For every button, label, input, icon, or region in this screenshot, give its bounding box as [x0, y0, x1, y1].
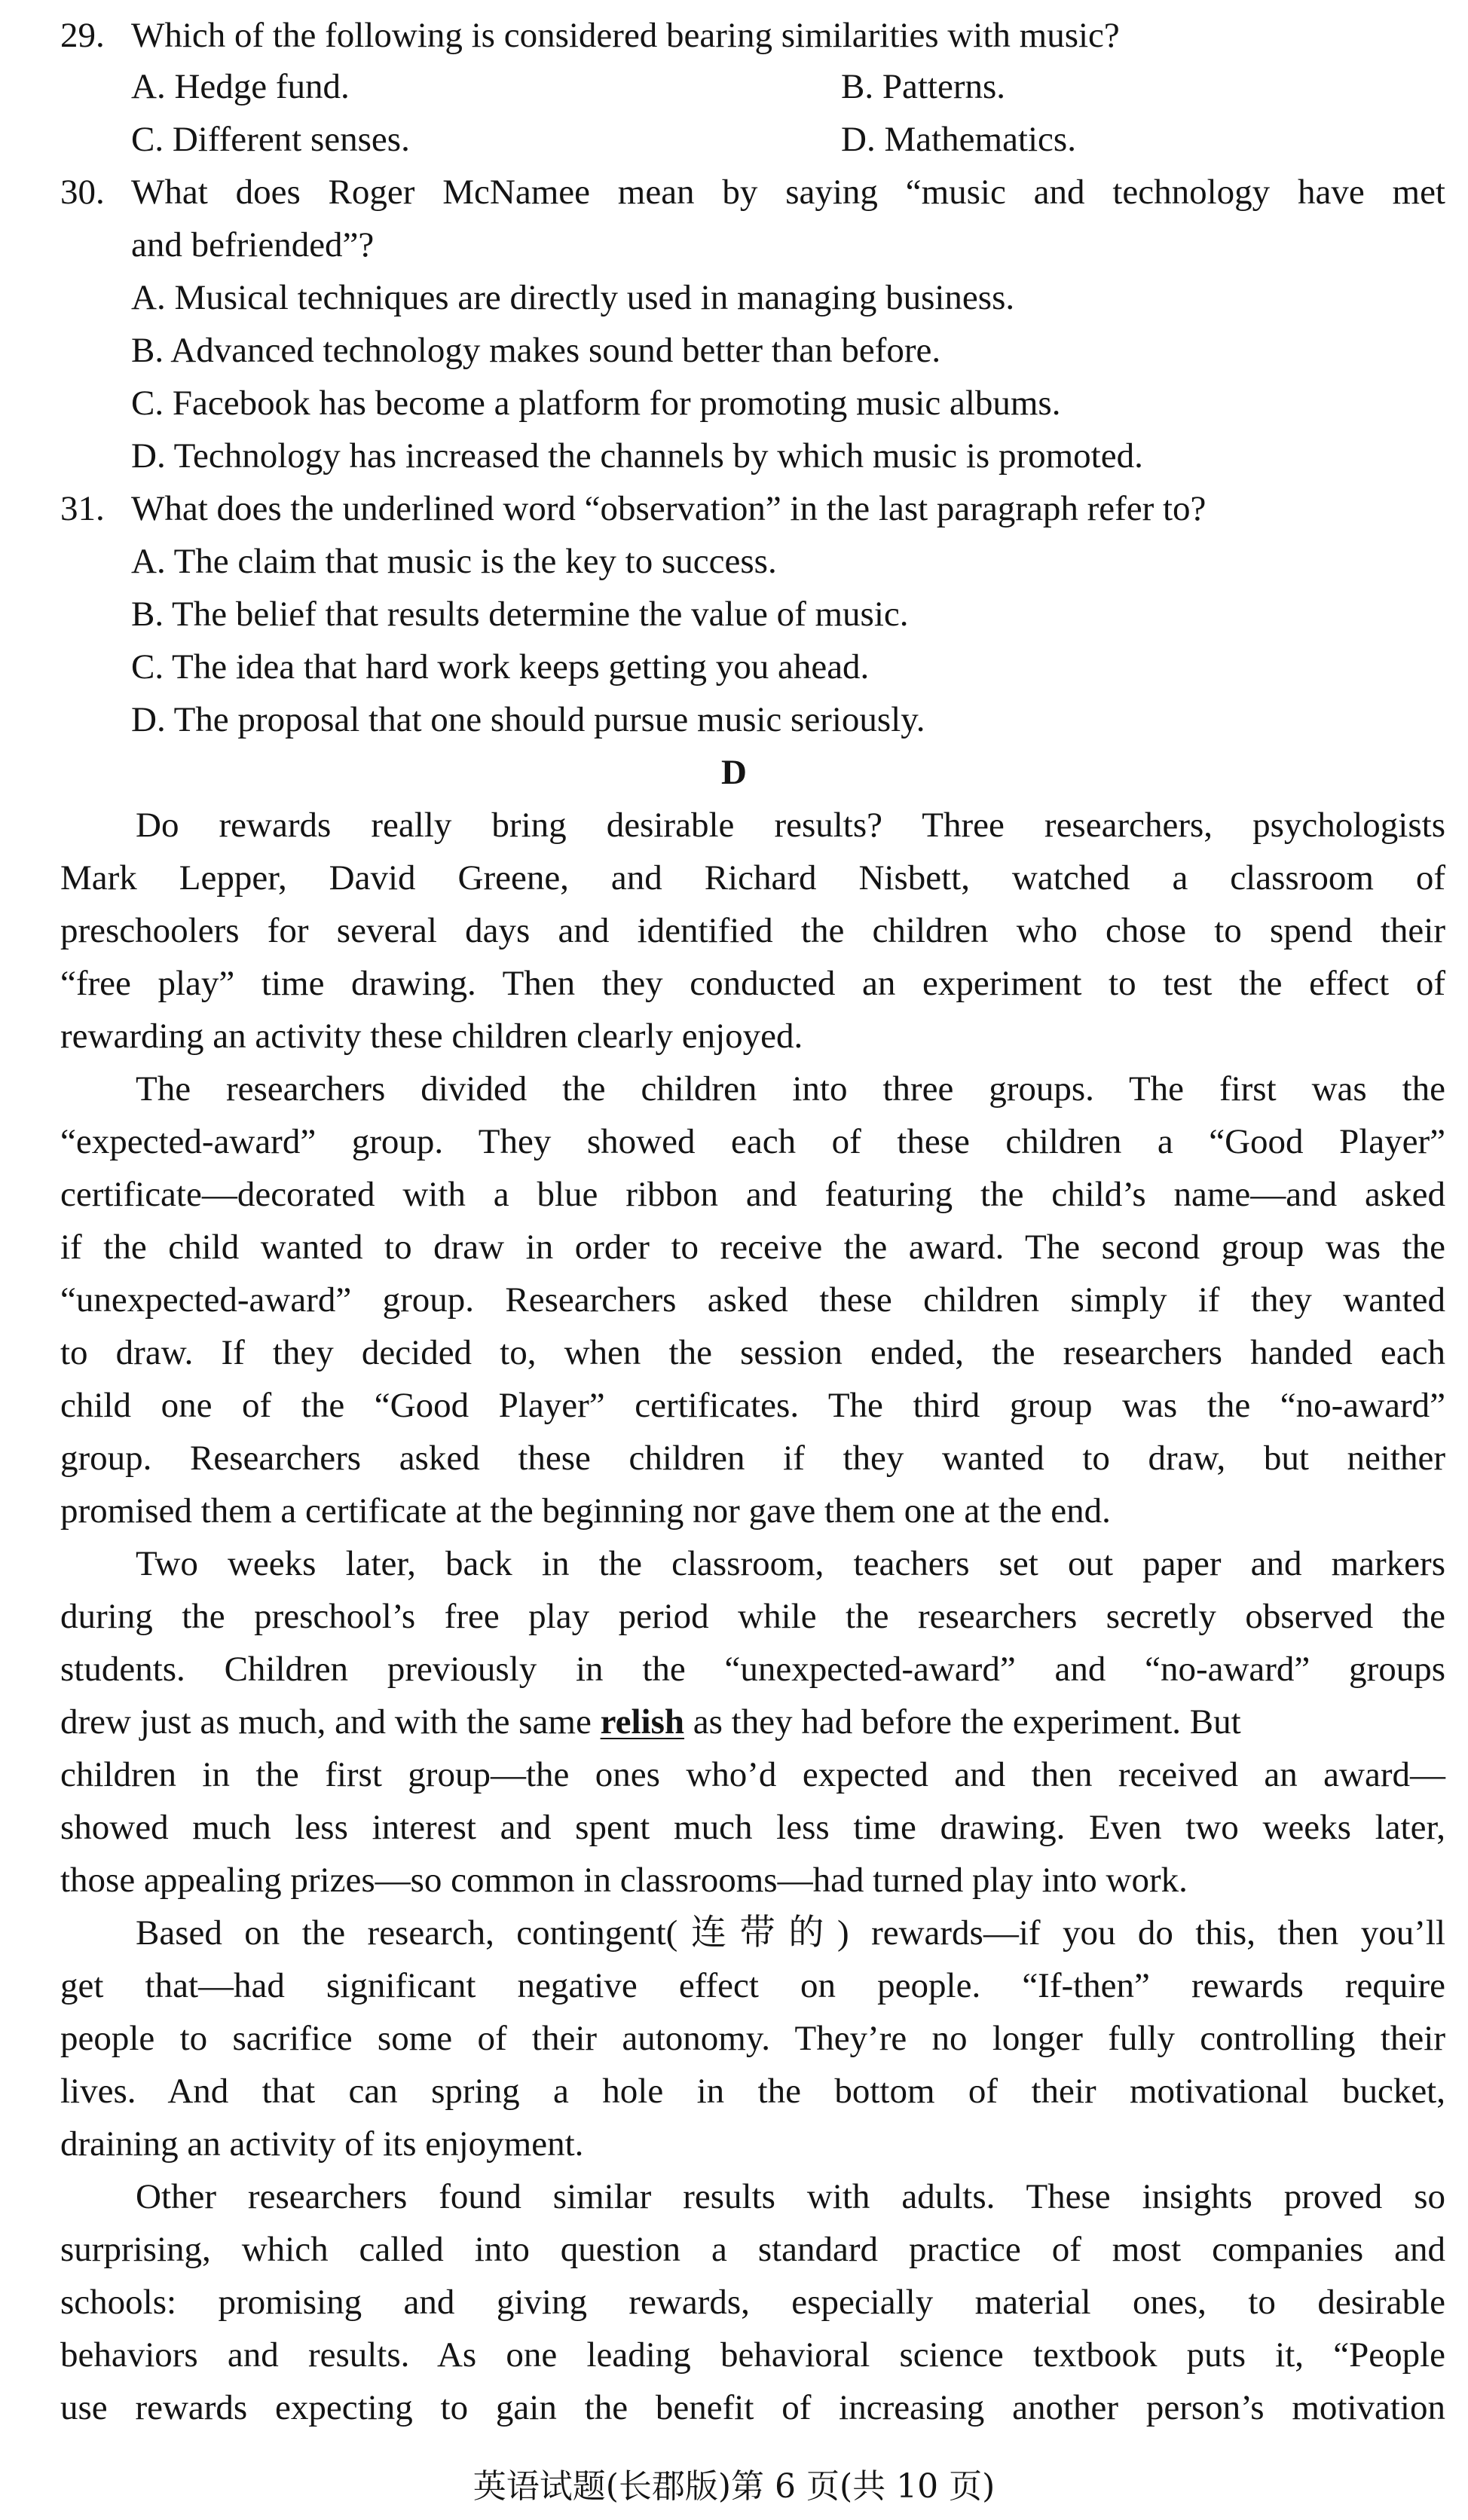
passage-line: preschoolers for several days and identified the children who chose to spend their: [60, 911, 1445, 950]
option-a: A. The claim that music is the key to success.: [131, 542, 777, 581]
question-30: [60, 166, 1445, 219]
passage-line: lives. And that can spring a hole in the bottom of their motivational bucket,: [60, 2072, 1445, 2111]
passage-line: “expected-award” group. They showed each of these children a “Good Player”: [60, 1122, 1445, 1161]
passage-line: Two weeks later, back in the classroom, teachers set out paper and markers: [136, 1544, 1445, 1583]
passage-line: promised them a certificate at the beginning nor gave them one at the end.: [60, 1491, 1111, 1531]
passage-line: “unexpected-award” group. Researchers asked these children simply if they wanted: [60, 1280, 1445, 1320]
passage-line: group. Researchers asked these children if they wanted to draw, but neither: [60, 1439, 1445, 1478]
option-b: B. The belief that results determine the value of music.: [131, 595, 909, 634]
option-a: A. Musical techniques are directly used in managing business.: [131, 278, 1015, 317]
option-c: C. Different senses.: [131, 120, 410, 159]
passage-line: get that—had significant negative effect on people. “If-then” rewards require: [60, 1966, 1445, 2005]
option-b: B. Advanced technology makes sound better than before.: [131, 331, 941, 370]
passage-line: behaviors and results. As one leading behavioral science textbook puts it, “People: [60, 2335, 1445, 2375]
passage-line: during the preschool’s free play period while the researchers secretly observed the: [60, 1597, 1445, 1636]
passage-line: children in the first group—the ones who’d expected and then received an award—: [60, 1755, 1445, 1794]
passage-line: “free play” time drawing. Then they conducted an experiment to test the effect of: [60, 964, 1445, 1003]
passage-line: Other researchers found similar results with adults. These insights proved so: [136, 2177, 1445, 2216]
option-d: D. Mathematics.: [841, 120, 1076, 159]
passage-line: schools: promising and giving rewards, especially material ones, to desirable: [60, 2283, 1445, 2322]
question-number: 31.: [60, 489, 105, 528]
question-number: 30.: [60, 173, 105, 212]
question-stem: Which of the following is considered bearing similarities with music?: [131, 16, 1120, 55]
passage-line: Based on the research, contingent(连带的) rewards—if you do this, then you’ll: [136, 1913, 1445, 1953]
question-stem-continued: and befriended”?: [131, 225, 375, 265]
question-stem: What does Roger McNamee mean by saying “music and technology have met: [131, 173, 1445, 212]
question-31: [60, 482, 1445, 535]
question-29: [60, 9, 1445, 62]
page-footer: 英语试题(长郡版)第 6 页(共 10 页): [473, 2467, 995, 2506]
option-d: D. Technology has increased the channels by which music is promoted.: [131, 436, 1143, 476]
passage-line: if the child wanted to draw in order to receive the award. The second group was the: [60, 1228, 1445, 1267]
passage-line: certificate—decorated with a blue ribbon and featuring the child’s name—and asked: [60, 1175, 1445, 1214]
question-stem: What does the underlined word “observation” in the last paragraph refer to?: [131, 489, 1207, 528]
option-c: C. The idea that hard work keeps getting you ahead.: [131, 647, 870, 687]
option-a: A. Hedge fund.: [131, 67, 350, 106]
passage-line: rewarding an activity these children clearly enjoyed.: [60, 1017, 803, 1056]
option-b: B. Patterns.: [841, 67, 1006, 106]
section-heading: D: [721, 753, 747, 792]
option-d: D. The proposal that one should pursue music seriously.: [131, 700, 925, 739]
passage-line: use rewards expecting to gain the benefit of increasing another person’s motivation: [60, 2388, 1445, 2427]
line-text: drew just as much, and with the same: [60, 1702, 601, 1742]
passage-line: people to sacrifice some of their autonomy. They’re no longer fully controlling their: [60, 2019, 1445, 2058]
passage-line: The researchers divided the children into three groups. The first was the: [136, 1069, 1445, 1109]
option-c: C. Facebook has become a platform for promoting music albums.: [131, 384, 1061, 423]
question-number: 29.: [60, 16, 105, 55]
passage-line: draining an activity of its enjoyment.: [60, 2124, 584, 2164]
underlined-word-relish: relish: [600, 1702, 685, 1742]
line-text: as they had before the experiment. But: [684, 1702, 1241, 1742]
passage-line: child one of the “Good Player” certificates. The third group was the “no-award”: [60, 1386, 1445, 1425]
passage-line: Mark Lepper, David Greene, and Richard Nisbett, watched a classroom of: [60, 858, 1445, 898]
passage-line: students. Children previously in the “unexpected-award” and “no-award” groups: [60, 1650, 1445, 1689]
passage-line: to draw. If they decided to, when the session ended, the researchers handed each: [60, 1333, 1445, 1372]
passage-line: [60, 1696, 1445, 1748]
passage-line: showed much less interest and spent much less time drawing. Even two weeks later,: [60, 1808, 1445, 1847]
passage-line: Do rewards really bring desirable results? Three researchers, psychologists: [136, 806, 1445, 845]
passage-line: surprising, which called into question a standard practice of most companies and: [60, 2230, 1445, 2269]
passage-line: those appealing prizes—so common in classrooms—had turned play into work.: [60, 1861, 1188, 1900]
